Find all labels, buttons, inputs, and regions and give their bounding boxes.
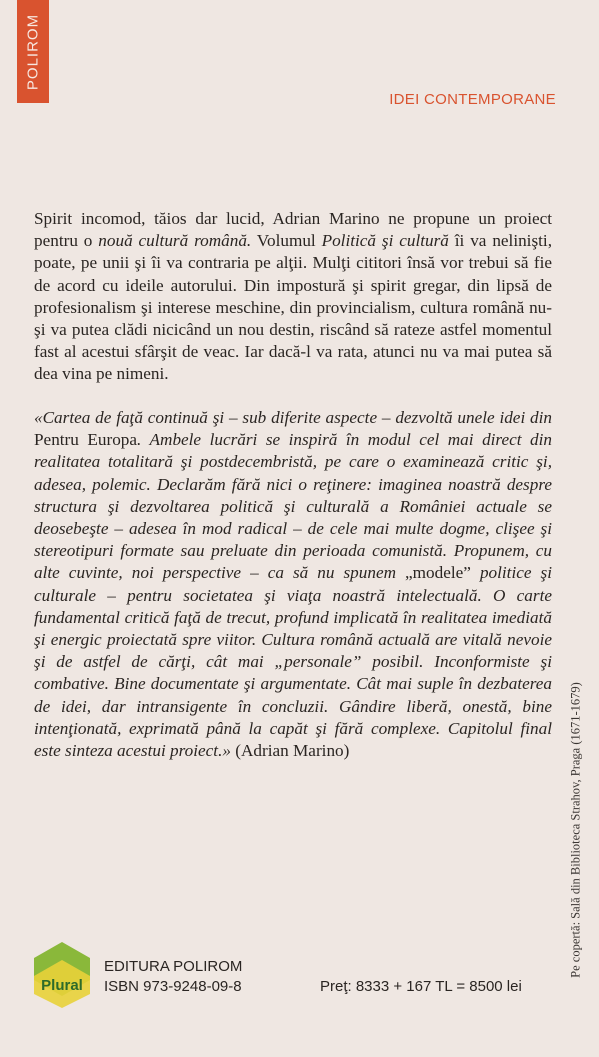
cover-credit: Pe copertă: Sală din Biblioteca Strahov, Praga (1671-1679) — [568, 682, 583, 978]
publisher-spine-tab — [17, 0, 49, 103]
series-title: IDEI CONTEMPORANE — [389, 91, 556, 108]
publisher-tab-label: POLIROM — [24, 13, 42, 90]
quote-book-reference: Pentru Europa — [34, 430, 138, 450]
intro-book-title: Politică şi cultură — [321, 231, 449, 251]
author-quote — [34, 407, 552, 762]
intro-text-1: Spirit incomod, tăios dar lucid, Adrian Marino ne propune un proiect pentru o — [34, 209, 552, 251]
intro-emphasis-1: nouă cultură română. — [98, 231, 252, 251]
quote-models-term: „modele” — [405, 563, 471, 583]
intro-paragraph — [34, 208, 552, 386]
publisher-name: EDITURA POLIROM — [104, 958, 243, 975]
quote-text-3: politice şi culturale – pentru societatea şi viaţa noastră intelectuală. O carte fundamental critică faţă de trecut, profund implicată în realitatea imediată şi energic proiectată spre viitor. Cultura română actuală are vitală nevoie şi de astfel de cărţi, cât mai „personale” posibil. Inconformiste şi combative. Bine documentate şi argumentate. Cât mai suple în dezbaterea de idei, dar intransigente în concluzii. Gândire liberă, onestă, bine intenţionată, exprimată până la capăt şi fără complexe. Capitolul final este sinteza acestui proiect.» — [34, 563, 552, 761]
plural-logo — [30, 940, 94, 1010]
quote-attribution: (Adrian Marino) — [230, 741, 350, 761]
price: Preţ: 8333 + 167 TL = 8500 lei — [320, 978, 522, 995]
quote-text-2: . Ambele lucrări se inspiră în modul cel mai direct din realitatea totalitară şi postdecembristă, pe care o examinează critic şi, adesea, polemic. Declarăm fără nici o reţinere: imaginea noastră despre structura şi dezvoltarea politică şi culturală a României actuale se deosebeşte – adesea în mod radical – de cele mai multe dogme, clişee şi stereotipuri formate sau preluate din perioada comunistă. Propunem, cu alte cuvinte, noi perspective – ca să nu spunem — [34, 430, 552, 583]
publisher-block — [104, 957, 242, 997]
intro-text-2: Volumul — [251, 231, 322, 251]
quote-text-1: «Cartea de faţă continuă şi – sub diferite aspecte – dezvoltă unele idei din — [34, 408, 552, 427]
isbn: ISBN 973-9248-09-8 — [104, 978, 242, 995]
intro-text-3: îi va nelinişti, poate, pe unii şi îi va contraria pe alţii. Mulţi cititori însă vor trebui să fie de acord cu ideile autorului. Din impostură şi spirit gregar, din lipsă de profesionalism şi interese meschine, din provincialism, cultura română nu-şi va putea clădi nicicând un nou destin, riscând să rateze astfel momentul fast al acestui sfârşit de veac. Iar dacă-l va rata, atunci nu va mai putea să dea vina pe nimeni. — [34, 231, 552, 384]
logo-text: Plural — [41, 977, 83, 994]
